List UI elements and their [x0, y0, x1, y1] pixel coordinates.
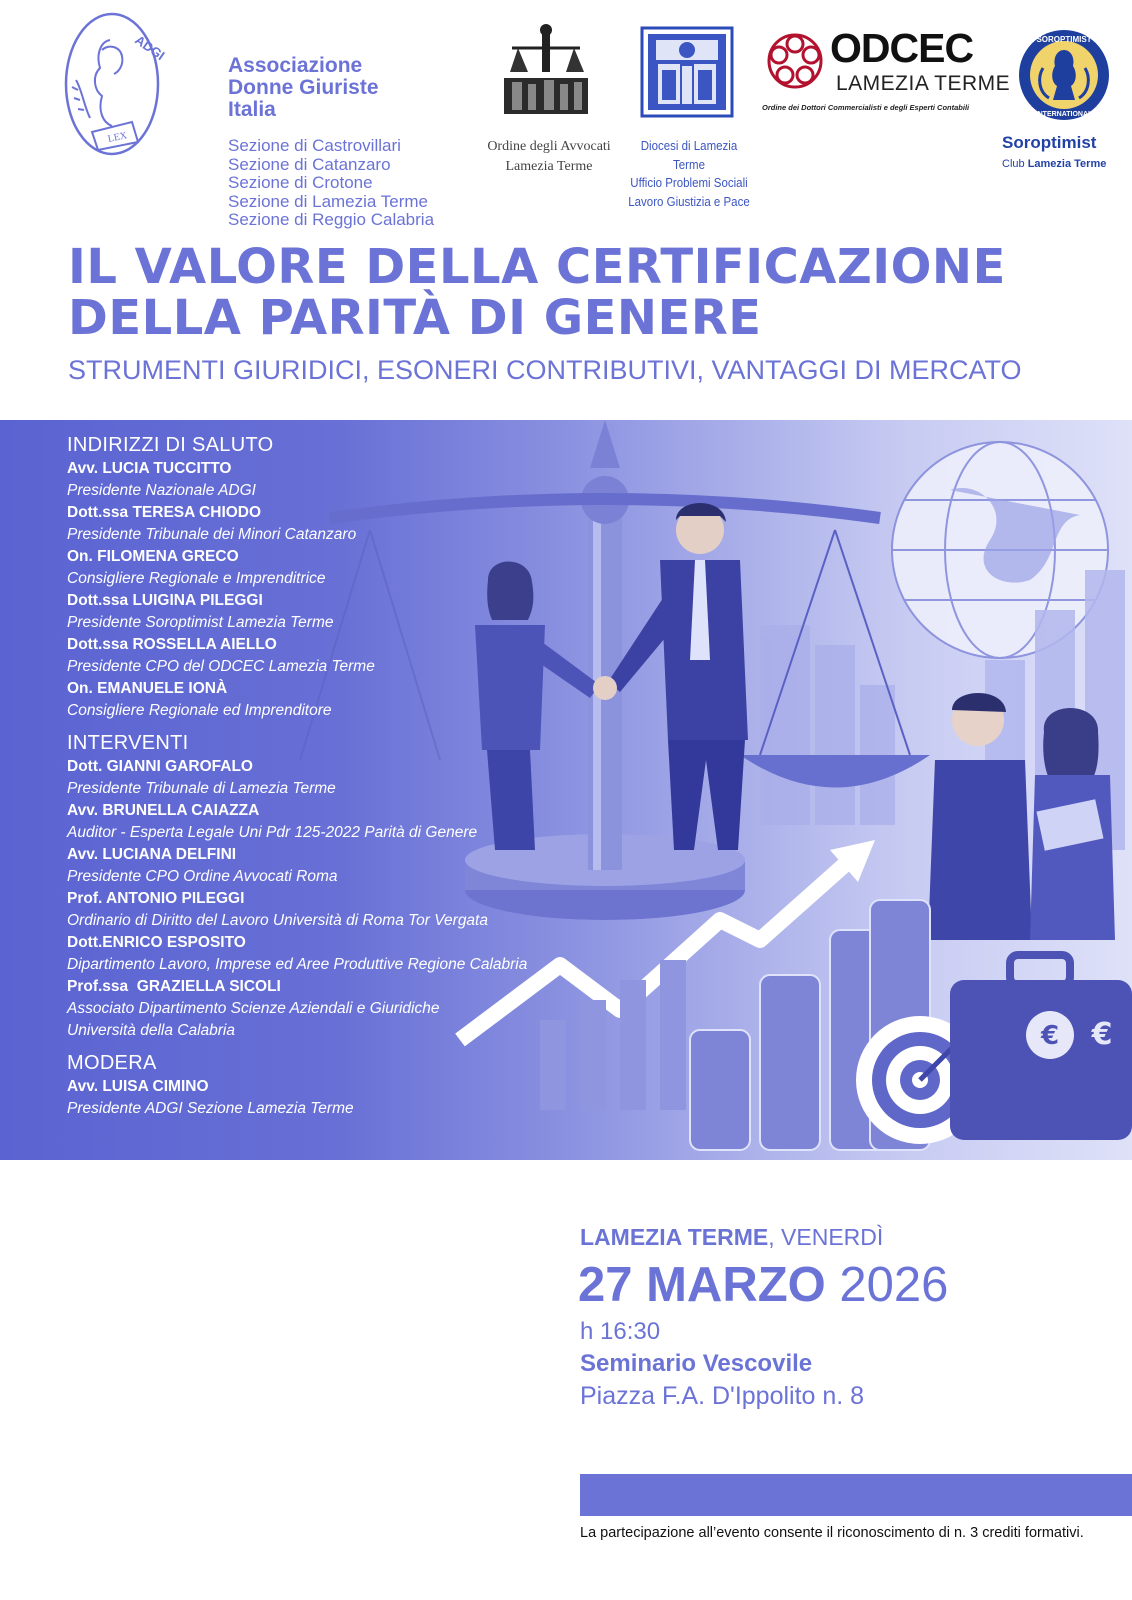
soroptimist-logo — [1017, 28, 1111, 122]
note-bar — [580, 1474, 1132, 1516]
event-city-day — [580, 1224, 883, 1251]
speaker-role: Consigliere Regionale ed Imprenditore — [67, 702, 332, 719]
event-year: 2026 — [825, 1258, 949, 1312]
event-day-month: 27 MARZO — [578, 1258, 826, 1312]
speaker-role: Presidente ADGI Sezione Lamezia Terme — [67, 1100, 354, 1117]
odcec-name: ODCEC — [830, 25, 974, 71]
speaker-name: Dott.ssa TERESA CHIODO — [67, 504, 262, 521]
adgi-sezioni-list — [228, 137, 434, 230]
caption-line: Ufficio Problemi Sociali — [630, 176, 748, 190]
adgi-sezione: Sezione di Reggio Calabria — [228, 210, 435, 229]
speaker-role: Presidente Tribunale di Lamezia Terme — [67, 780, 336, 797]
adgi-sezione: Sezione di Crotone — [228, 173, 373, 192]
speaker-name: Prof.ssa GRAZIELLA SICOLI — [67, 978, 281, 995]
speaker-role: Presidente Nazionale ADGI — [67, 482, 256, 499]
caption-line: Lamezia Terme — [505, 159, 593, 174]
section-heading-saluti: INDIRIZZI DI SALUTO — [67, 434, 274, 456]
speaker-name: Avv. LUCIANA DELFINI — [67, 846, 237, 863]
speaker-name: Avv. LUCIA TUCCITTO — [67, 460, 232, 477]
adgi-sezione: Sezione di Lamezia Terme — [228, 191, 429, 211]
soroptimist-club — [1002, 158, 1106, 170]
adgi-logo — [62, 10, 168, 158]
speaker-role: Università della Calabria — [67, 1022, 235, 1039]
speaker-role: Presidente CPO del ODCEC Lamezia Terme — [67, 658, 375, 675]
soroptimist-logo-top: SOROPTIMIST — [1036, 35, 1092, 44]
adgi-logo-text: ADGI — [132, 32, 168, 64]
ordine-avvocati-logo — [498, 22, 594, 118]
event-venue: Seminario Vescovile — [580, 1350, 813, 1377]
speaker-name: Avv. LUISA CIMINO — [67, 1078, 209, 1095]
speaker-role: Dipartimento Lavoro, Imprese ed Aree Produttive Regione Calabria — [67, 956, 528, 973]
page-subtitle: STRUMENTI GIURIDICI, ESONERI CONTRIBUTIVI, VANTAGGI DI MERCATO — [68, 355, 1022, 385]
page-title — [68, 239, 1128, 346]
adgi-name-line: Donne Giuriste — [228, 76, 379, 99]
adgi-name-line: Italia — [228, 98, 276, 121]
soroptimist-club-city: Lamezia Terme — [1027, 158, 1107, 170]
speaker-role: Auditor - Esperta Legale Uni Pdr 125-2022 Parità di Genere — [67, 824, 478, 841]
speaker-name: Dott.ENRICO ESPOSITO — [67, 934, 246, 951]
speaker-name: On. FILOMENA GRECO — [67, 548, 239, 565]
event-address: Piazza F.A. D'Ippolito n. 8 — [580, 1382, 865, 1410]
caption-line: Diocesi di Lamezia Terme — [640, 139, 738, 172]
speaker-name: Dott.ssa LUIGINA PILEGGI — [67, 592, 263, 609]
speaker-name: Avv. BRUNELLA CAIAZZA — [67, 802, 260, 819]
speaker-role: Consigliere Regionale e Imprenditrice — [67, 570, 326, 587]
euro-icon: € — [1040, 1021, 1060, 1051]
event-date — [578, 1255, 948, 1315]
soroptimist-logo-bottom: INTERNATIONAL — [1035, 111, 1093, 118]
credits-note: La partecipazione all’evento consente il riconoscimento di n. 3 crediti formativi. — [580, 1525, 1084, 1541]
speaker-role: Ordinario di Diritto del Lavoro Università di Roma Tor Vergata — [67, 912, 488, 929]
speaker-name: Dott.ssa ROSSELLA AIELLO — [67, 636, 277, 653]
diocesi-caption — [627, 137, 750, 211]
speaker-name: Dott. GIANNI GAROFALO — [67, 758, 253, 775]
speaker-role: Presidente CPO Ordine Avvocati Roma — [67, 868, 338, 885]
ordine-avvocati-caption — [478, 137, 620, 177]
diocesi-logo — [640, 26, 734, 118]
speaker-role: Presidente Soroptimist Lamezia Terme — [67, 614, 334, 631]
speaker-name: On. EMANUELE IONÀ — [67, 680, 228, 697]
event-weekday: , VENERDÌ — [768, 1224, 884, 1250]
adgi-name-line: Associazione — [228, 54, 363, 77]
adgi-sezione: Sezione di Castrovillari — [228, 136, 401, 155]
title-line-2: DELLA PARITÀ DI GENERE — [68, 290, 762, 346]
program-banner — [0, 420, 1132, 1160]
adgi-logo-book: LEX — [106, 130, 129, 145]
speaker-role: Presidente Tribunale dei Minori Catanzaro — [67, 526, 357, 543]
title-line-1: IL VALORE DELLA CERTIFICAZIONE — [68, 239, 1006, 295]
soroptimist-club-prefix: Club — [1002, 158, 1025, 170]
speaker-role: Associato Dipartimento Scienze Aziendali e Giuridiche — [67, 1000, 440, 1017]
adgi-name — [228, 55, 379, 121]
odcec-logo-mark — [758, 30, 832, 92]
soroptimist-name: Soroptimist — [1002, 133, 1097, 152]
caption-line: Lavoro Giustizia e Pace — [628, 194, 750, 209]
odcec-description: Ordine dei Dottori Commercialisti e degli Esperti Contabili — [762, 103, 970, 112]
program-list — [67, 432, 527, 1120]
event-time: h 16:30 — [580, 1318, 661, 1345]
caption-line: Ordine degli Avvocati — [487, 139, 611, 154]
odcec-city: LAMEZIA TERME — [836, 72, 1011, 95]
event-city: LAMEZIA TERME — [580, 1224, 769, 1250]
adgi-sezione: Sezione di Catanzaro — [228, 154, 391, 174]
section-heading-modera: MODERA — [67, 1052, 157, 1074]
euro-icon: € — [1091, 1017, 1113, 1052]
speaker-name: Prof. ANTONIO PILEGGI — [67, 890, 245, 907]
section-heading-interventi: INTERVENTI — [67, 732, 189, 754]
